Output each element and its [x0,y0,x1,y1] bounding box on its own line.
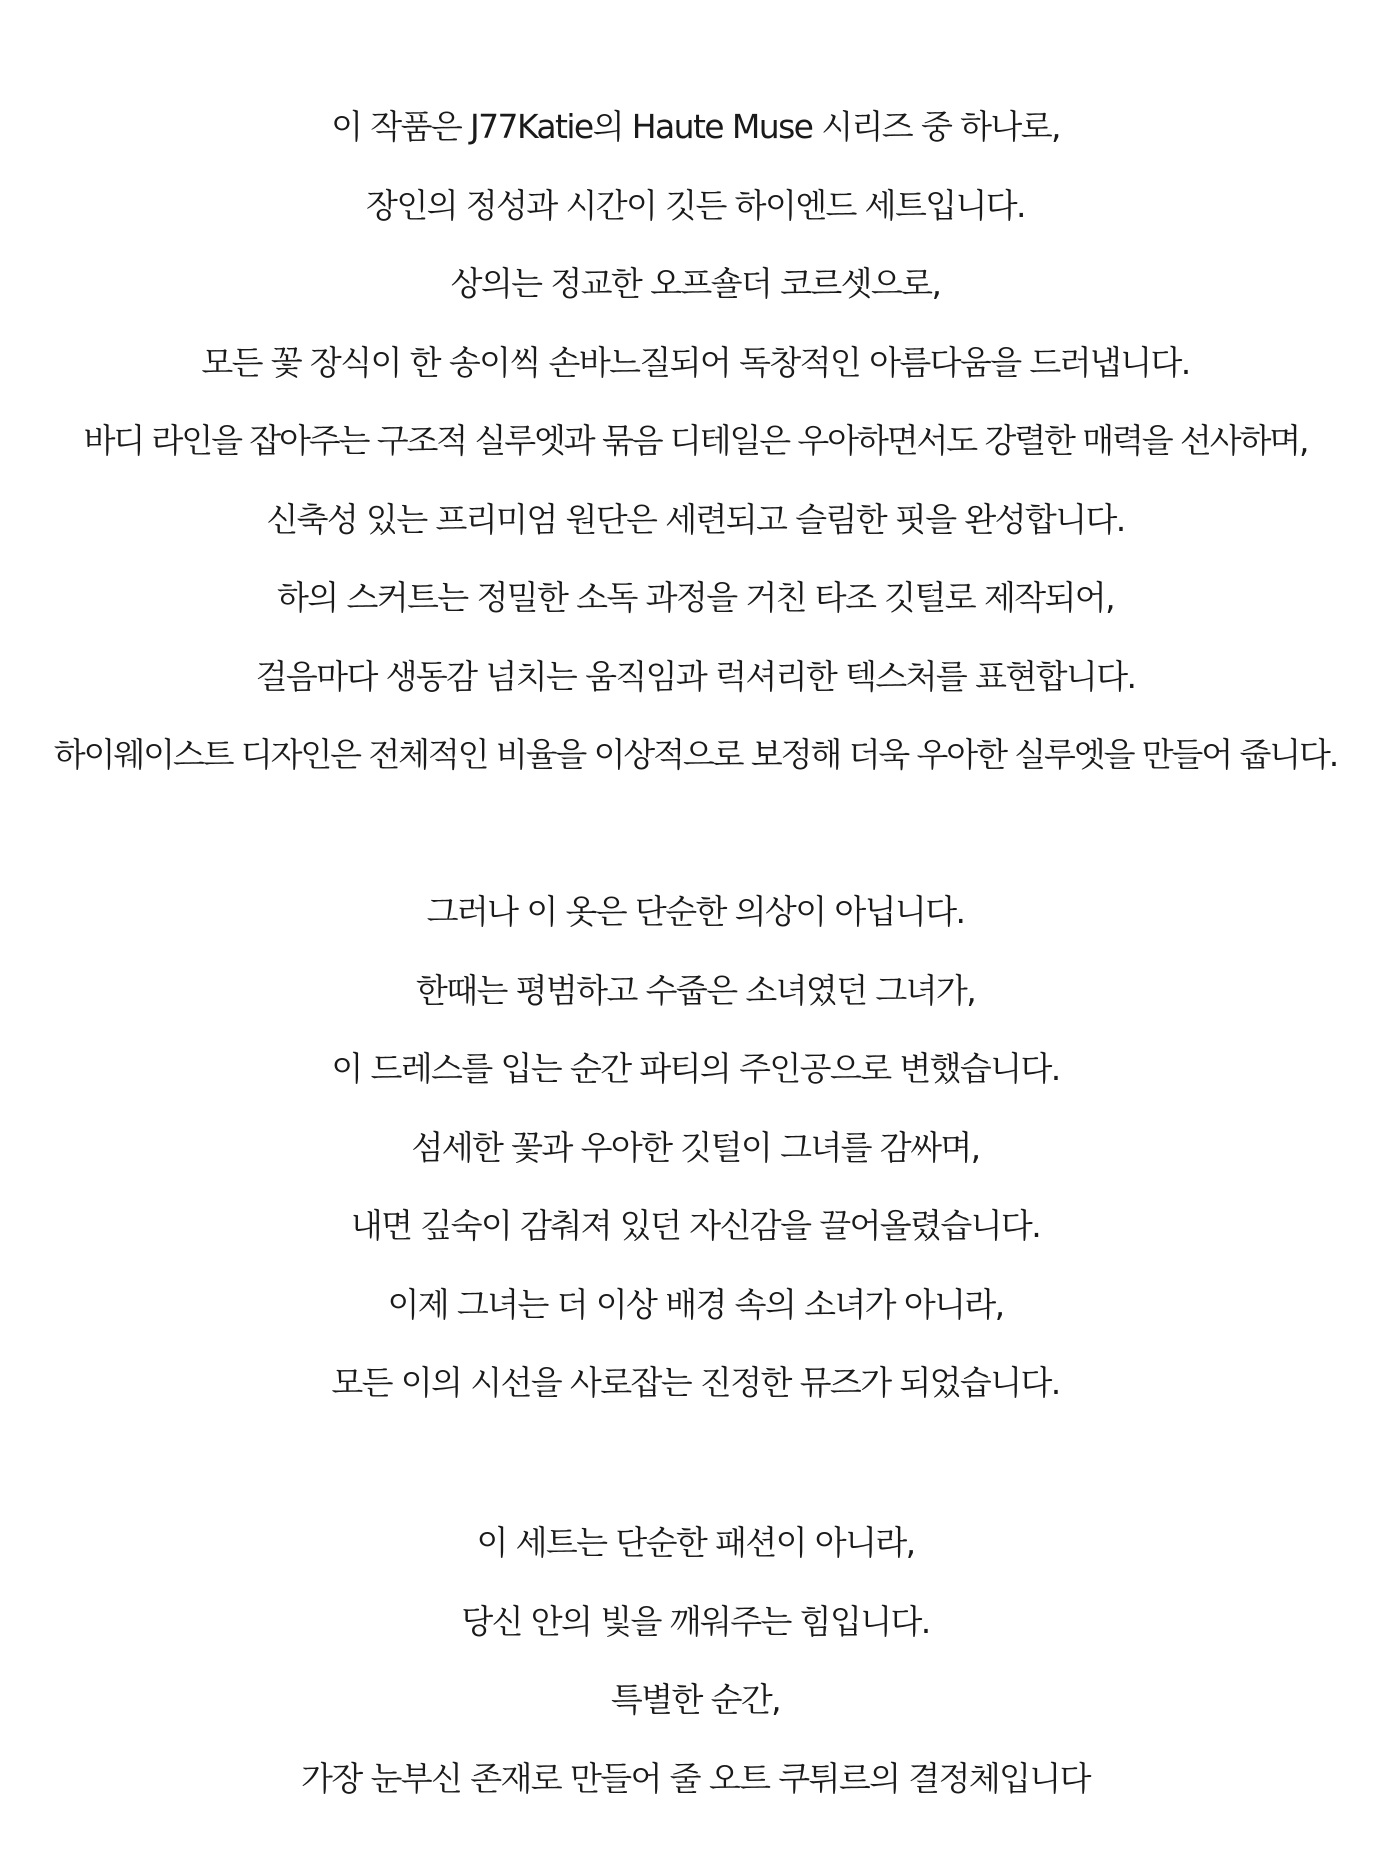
text-line: 하의 스커트는 정밀한 소독 과정을 거친 타조 깃털로 제작되어, [277,578,1114,617]
text-line: 장인의 정성과 시간이 깃든 하이엔드 세트입니다. [366,185,1025,225]
text-line: 걸음마다 생동감 넘치는 움직임과 럭셔리한 텍스처를 표현합니다. [255,656,1136,696]
text-line: 모든 이의 시선을 사로잡는 진정한 뮤즈가 되었습니다. [331,1363,1060,1402]
text-line: 한때는 평범하고 수줍은 소녀였던 그녀가, [415,970,976,1010]
text-line: 이 드레스를 입는 순간 파티의 주인공으로 변했습니다. [331,1049,1060,1088]
text-line: 섬세한 꽃과 우아한 깃털이 그녀를 감싸며, [411,1127,980,1167]
text-line: 이 세트는 단순한 패션이 아니라, [476,1523,915,1562]
text-line: 당신 안의 빛을 깨워주는 힘입니다. [461,1601,930,1641]
text-line: 바디 라인을 잡아주는 구조적 실루엣과 묶음 디테일은 우아하면서도 강렬한 매력을 선사하며, [83,421,1308,460]
text-line: 그러나 이 옷은 단순한 의상이 아닙니다. [426,892,965,931]
paragraph-product-details [0,97,1391,804]
paragraph-closing [0,1513,1391,1827]
paragraph-story [0,882,1391,1432]
text-line: 하이웨이스트 디자인은 전체적인 비율을 이상적으로 보정해 더욱 우아한 실루엣을 만들어 줍니다. [53,735,1338,774]
text-line: 신축성 있는 프리미엄 원단은 세련되고 슬림한 핏을 완성합니다. [266,499,1125,539]
text-line: 특별한 순간, [610,1680,781,1719]
text-line: 내면 깊숙이 감춰져 있던 자신감을 끌어올렸습니다. [350,1206,1041,1245]
text-line: 상의는 정교한 오프숄더 코르셋으로, [450,264,941,303]
text-line: 모든 꽃 장식이 한 송이씩 손바느질되어 독창적인 아름다움을 드러냅니다. [201,342,1190,382]
text-line: 가장 눈부신 존재로 만들어 줄 오트 쿠튀르의 결정체입니다 [301,1758,1090,1798]
text-line: 이 작품은 J77Katie의 Haute Muse 시리즈 중 하나로, [331,107,1060,146]
text-line: 이제 그녀는 더 이상 배경 속의 소녀가 아니라, [387,1284,1004,1324]
